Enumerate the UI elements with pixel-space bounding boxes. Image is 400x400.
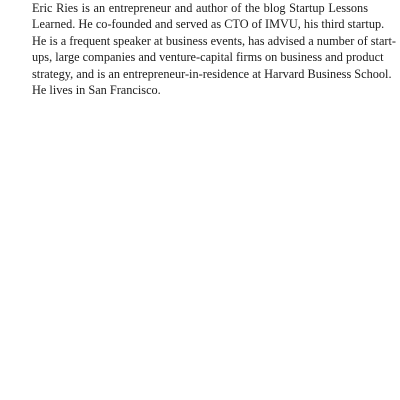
bio-line-4: ups, large companies and venture-capital firms on business and product — [32, 50, 384, 65]
bio-line-1: Eric Ries is an entrepreneur and author of the blog Startup Lessons — [32, 1, 368, 15]
author-bio-paragraph — [32, 0, 397, 98]
bio-line-6: He lives in San Francisco. — [32, 83, 161, 98]
bio-line-5: strategy, and is an entrepreneur-in-residence at Harvard Business School. — [32, 66, 392, 81]
bio-line-3: He is a frequent speaker at business events, has advised a number of start- — [32, 33, 397, 48]
bio-line-2: Learned. He co-founded and served as CTO of IMVU, his third startup. — [32, 17, 385, 32]
